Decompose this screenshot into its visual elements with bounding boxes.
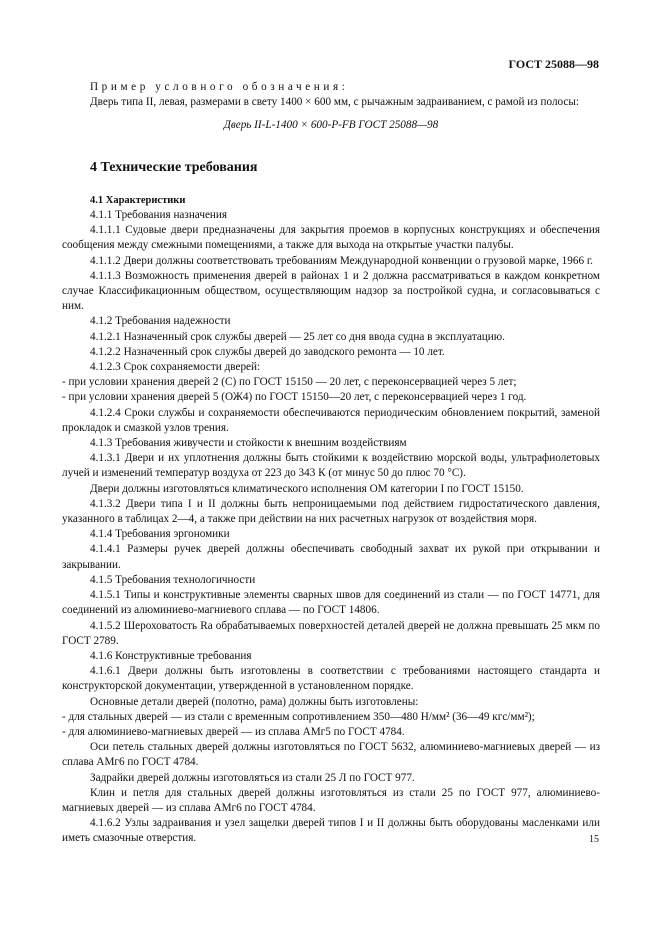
- page-body: [62, 80, 600, 847]
- paragraph: Задрайки дверей должны изготовляться из стали 25 Л по ГОСТ 977.: [90, 771, 415, 784]
- paragraph: 4.1.6.2 Узлы задраивания и узел защелки дверей типов I и II должны быть оборудованы масленками или иметь смазочные отверстия.: [62, 817, 600, 845]
- paragraph: 4.1.2.4 Сроки службы и сохраняемости обеспечиваются периодическим обновлением покрытий, заменой прокладок и смазкой узлов трения.: [62, 406, 600, 434]
- paragraph: Оси петель стальных дверей должны изготовляться по ГОСТ 5632, алюминиево-магниевых дверей — из сплава АМг6 по ГОСТ 4784.: [62, 741, 600, 769]
- paragraph: 4.1.5.1 Типы и конструктивные элементы сварных швов для соединений из стали — по ГОСТ 14771, для соединений из алюминиево-магниевого сплава — по ГОСТ 14806.: [62, 589, 600, 617]
- paragraph: 4.1.2.3 Срок сохраняемости дверей:: [90, 361, 261, 374]
- paragraph: 4.1.1 Требования назначения: [90, 209, 228, 222]
- paragraph: 4.1.1.1 Судовые двери предназначены для закрытия проемов в корпусных конструкциях и обеспечения сообщения между смежными помещениями, а также для выхода на открытые участки палубы.: [62, 224, 600, 252]
- paragraph: 4.1.6 Конструктивные требования: [90, 649, 252, 662]
- paragraph: Основные детали дверей (полотно, рама) должны быть изготовлены:: [90, 695, 419, 708]
- list-item: - для стальных дверей — из стали с временным сопротивлением 350—480 Н/мм² (36—49 кгс/мм²);: [62, 710, 535, 723]
- example-designation: Дверь II-L-1400 × 600-P-FB ГОСТ 25088—98: [223, 119, 439, 132]
- paragraph: 4.1.3.2 Двери типа I и II должны быть непроницаемыми под действием гидростатического давления, указанного в таблицах 2—4, а также при действии на них расчетных нагрузок от воздействия моря.: [62, 497, 600, 526]
- list-item: - для алюминиево-магниевых дверей — из сплава АМг5 по ГОСТ 4784.: [62, 725, 405, 738]
- paragraph: 4.1.3 Требования живучести и стойкости к внешним воздействиям: [90, 437, 407, 450]
- paragraph: 4.1.2 Требования надежности: [90, 315, 231, 328]
- paragraph: 4.1.4.1 Размеры ручек дверей должны обеспечивать свободный захват их рукой при открывании и закрывании.: [62, 543, 600, 571]
- document-header: ГОСТ 25088—98: [508, 57, 599, 71]
- paragraph: 4.1.2.2 Назначенный срок службы дверей до заводского ремонта — 10 лет.: [90, 345, 445, 358]
- paragraph: Двери должны изготовляться климатического исполнения ОМ категории I по ГОСТ 15150.: [90, 482, 524, 495]
- example-text: Дверь типа II, левая, размерами в свету 1400 × 600 мм, с рычажным задраиванием, с рамой из полосы:: [90, 96, 579, 109]
- subsection-title: 4.1 Характеристики: [90, 194, 186, 206]
- paragraph: 4.1.1.3 Возможность применения дверей в районах 1 и 2 должна рассматриваться в каждом конкретном случае Классификационным обществом, осуществляющим надзор за постройкой судна, и согласовываться с ним.: [62, 269, 600, 313]
- paragraph: 4.1.1.2 Двери должны соответствовать требованиям Международной конвенции о грузовой марке, 1966 г.: [90, 254, 593, 267]
- paragraph: 4.1.5 Требования технологичности: [90, 573, 256, 586]
- paragraph: 4.1.5.2 Шероховатость Ra обрабатываемых поверхностей деталей дверей не должна превышать 25 мкм по ГОСТ 2789.: [62, 619, 600, 647]
- section-title: 4 Технические требования: [90, 159, 258, 175]
- paragraph: Клин и петля для стальных дверей должны изготовляться из стали 25 по ГОСТ 977, алюминиево-магниевых дверей — из сплава АМг6 по ГОСТ 4784.: [62, 786, 600, 814]
- page-number: 15: [589, 834, 599, 845]
- paragraph: 4.1.6.1 Двери должны быть изготовлены в соответствии с требованиями настоящего стандарта и конструкторской документации, утвержденной в установленном порядке.: [62, 665, 600, 693]
- paragraph: 4.1.4 Требования эргономики: [90, 528, 230, 541]
- paragraph: 4.1.3.1 Двери и их уплотнения должны быть стойкими к воздействию морской воды, ультрафиолетовых лучей и изменений температур воздуха от 223 до 343 К (от минус 50 до плюс 70 °С).: [62, 452, 600, 480]
- example-title: Пример условного обозначения:: [90, 81, 349, 93]
- paragraph: 4.1.2.1 Назначенный срок службы дверей — 25 лет со дня ввода судна в эксплуатацию.: [90, 330, 505, 343]
- list-item: - при условии хранения дверей 5 (ОЖ4) по ГОСТ 15150—20 лет, с переконсервацией через 1 год.: [62, 391, 527, 404]
- list-item: - при условии хранения дверей 2 (С) по ГОСТ 15150 — 20 лет, с переконсервацией через 5 лет;: [62, 376, 517, 389]
